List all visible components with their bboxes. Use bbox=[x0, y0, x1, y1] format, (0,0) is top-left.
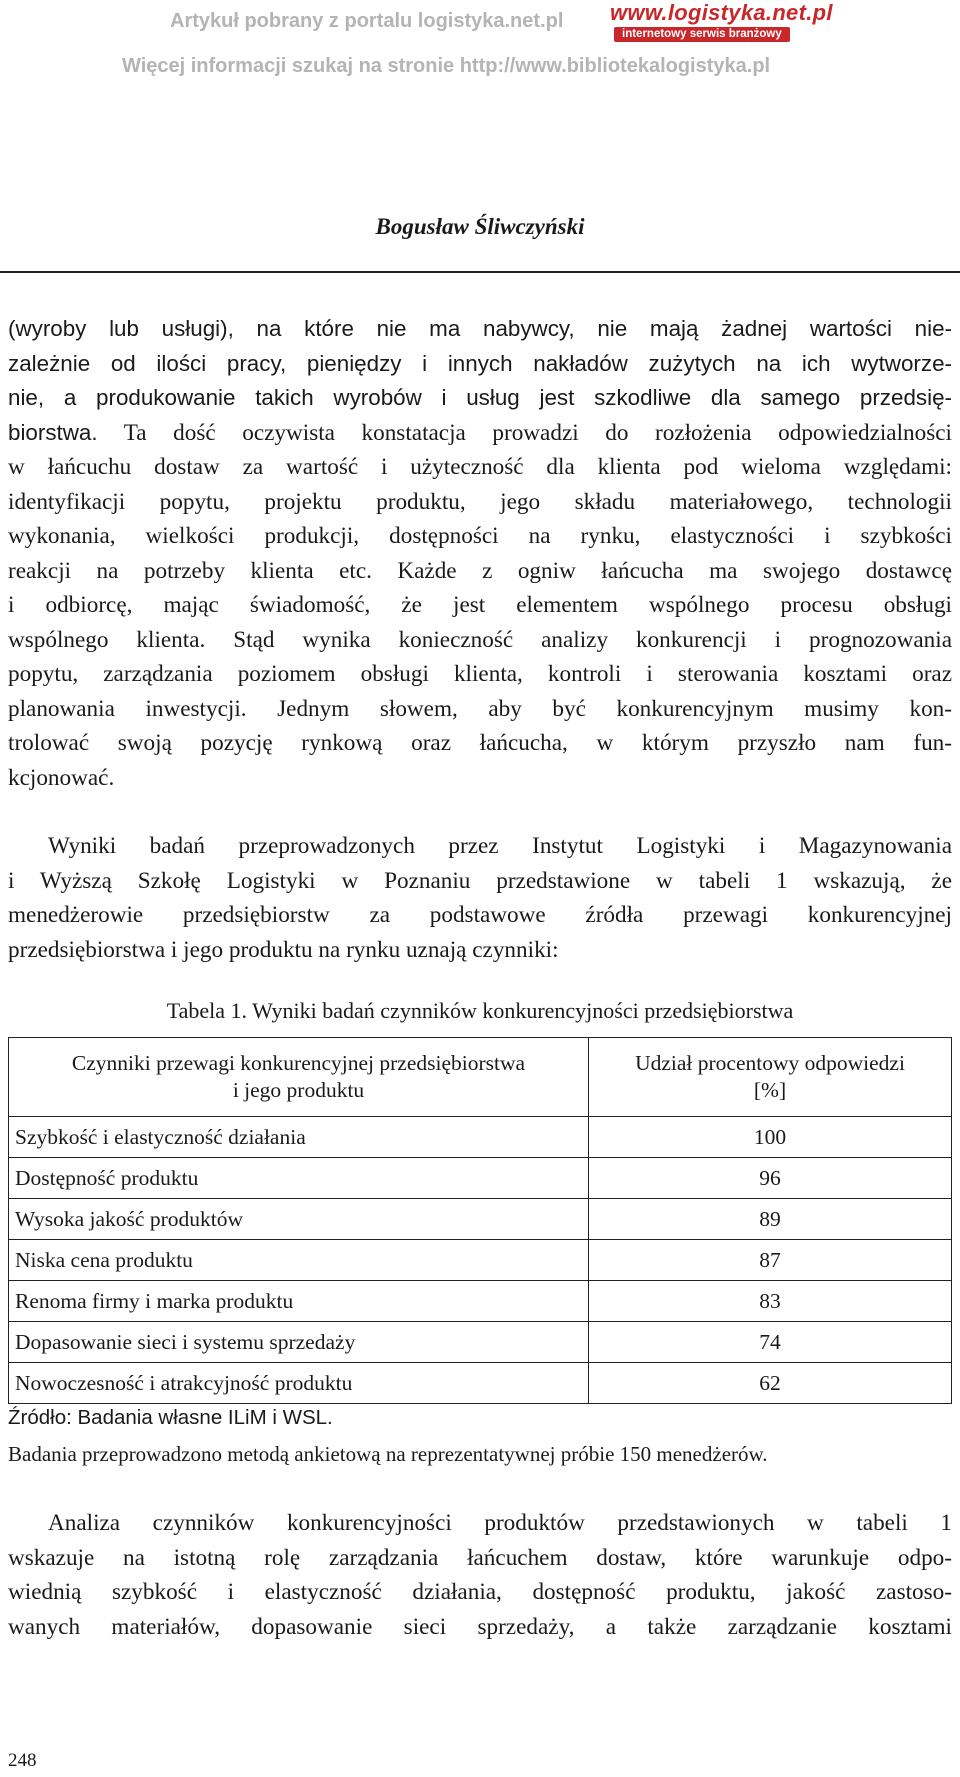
text-line: wskazuje na istotną rolę zarządzania łańcuchem dostaw, które warunkuje odpo- bbox=[8, 1544, 952, 1571]
header-cell-factor bbox=[9, 1038, 589, 1117]
text-fragment: biorstwa. bbox=[8, 419, 98, 445]
text-line: kcjonować. bbox=[8, 764, 115, 791]
logistyka-logo[interactable] bbox=[610, 0, 833, 46]
text-line: nie, a produkowanie takich wyrobów i usług jest szkodliwe dla samego przedsię- bbox=[8, 385, 952, 410]
value-cell: 87 bbox=[589, 1240, 952, 1281]
table-note: Badania przeprowadzono metodą ankietową na reprezentatywnej próbie 150 menedżerów. bbox=[8, 1442, 768, 1466]
table-row bbox=[9, 1240, 952, 1281]
header-library-line: Więcej informacji szukaj na stronie http://www.bibliotekalogistyka.pl bbox=[122, 55, 771, 77]
value-cell: 89 bbox=[589, 1199, 952, 1240]
value-cell: 62 bbox=[589, 1363, 952, 1404]
table-row bbox=[9, 1363, 952, 1404]
text-line: w łańcuchu dostaw za wartość i użyteczność dla klienta pod wieloma względami: bbox=[8, 454, 952, 480]
value-cell: 74 bbox=[589, 1322, 952, 1363]
running-head-author: Bogusław Śliwczyński bbox=[375, 214, 585, 239]
table-row bbox=[9, 1158, 952, 1199]
header-text: Czynniki przewagi konkurencyjnej przedsiębiorstwa bbox=[71, 1051, 526, 1075]
text-line: identyfikacji popytu, projektu produktu, jego składu materiałowego, technologii bbox=[8, 488, 952, 515]
text-line: wykonania, wielkości produkcji, dostępności na rynku, elastyczności i szybkości bbox=[8, 523, 952, 549]
factor-cell: Renoma firmy i marka produktu bbox=[9, 1281, 589, 1322]
text-fragment: Ta dość oczywista konstatacja prowadzi do rozłożenia odpowiedzialności bbox=[123, 419, 952, 446]
logo-text: www.logistyka.net.pl bbox=[610, 0, 833, 25]
text-line: przedsiębiorstwa i jego produktu na rynku uznają czynniki: bbox=[8, 936, 559, 963]
body-paragraph-2 bbox=[8, 829, 952, 967]
header-rule bbox=[0, 271, 960, 273]
factor-cell: Dopasowanie sieci i systemu sprzedaży bbox=[9, 1322, 589, 1363]
text-line: popytu, zarządzania poziomem obsługi klienta, kontroli i sterowania kosztami oraz bbox=[8, 661, 952, 687]
text-line: Analiza czynników konkurencyjności produktów przedstawionych w tabeli 1 bbox=[48, 1510, 952, 1536]
table-source: Źródło: Badania własne ILiM i WSL. bbox=[8, 1406, 333, 1429]
text-line: Wyniki badań przeprowadzonych przez Instytut Logistyki i Magazynowania bbox=[48, 833, 952, 859]
text-line: wanych materiałów, dopasowanie sieci sprzedaży, a także zarządzanie kosztami bbox=[8, 1613, 952, 1640]
text-line: wspólnego klienta. Stąd wynika konieczność analizy konkurencji i prognozowania bbox=[8, 626, 952, 653]
factor-cell: Szybkość i elastyczność działania bbox=[9, 1117, 589, 1158]
table-caption: Tabela 1. Wyniki badań czynników konkurencyjności przedsiębiorstwa bbox=[166, 998, 794, 1023]
text-line: trolować swoją pozycję rynkową oraz łańcucha, w którym przyszło nam fun- bbox=[8, 730, 952, 756]
body-paragraph-1 bbox=[8, 312, 952, 795]
header-text: Udział procentowy odpowiedzi bbox=[635, 1051, 905, 1075]
factor-cell: Wysoka jakość produktów bbox=[9, 1199, 589, 1240]
text-line: reakcji na potrzeby klienta etc. Każde z ogniw łańcucha ma swojego dostawcę bbox=[8, 557, 952, 584]
body-paragraph-3 bbox=[8, 1506, 952, 1644]
value-cell: 83 bbox=[589, 1281, 952, 1322]
factor-cell: Nowoczesność i atrakcyjność produktu bbox=[9, 1363, 589, 1404]
text-line: i odbiorcę, mając świadomość, że jest elementem wspólnego procesu obsługi bbox=[8, 592, 952, 618]
value-cell: 96 bbox=[589, 1158, 952, 1199]
text-line: planowania inwestycji. Jednym słowem, aby być konkurencyjnym musimy kon- bbox=[8, 695, 952, 722]
header-text: [%] bbox=[753, 1078, 787, 1102]
table-row bbox=[9, 1281, 952, 1322]
table-header-row bbox=[9, 1038, 952, 1117]
header-portal-line: Artykuł pobrany z portalu logistyka.net.pl bbox=[170, 10, 564, 32]
factor-cell: Niska cena produktu bbox=[9, 1240, 589, 1281]
text-line: zależnie od ilości pracy, pieniędzy i innych nakładów zużytych na ich wytworze- bbox=[8, 350, 952, 376]
text-line: wiednią szybkość i elastyczność działania, dostępność produktu, jakość zastoso- bbox=[8, 1579, 952, 1605]
text-line: (wyroby lub usługi), na które nie ma nabywcy, nie mają żadnej wartości nie- bbox=[8, 316, 952, 341]
table-row bbox=[9, 1322, 952, 1363]
page-number: 248 bbox=[8, 1750, 37, 1771]
logo-tagline: internetowy serwis branżowy bbox=[614, 27, 790, 42]
results-table bbox=[8, 1037, 952, 1404]
text-line-mixed bbox=[8, 416, 952, 451]
table-row bbox=[9, 1199, 952, 1240]
header-cell-percent bbox=[589, 1038, 952, 1117]
text-line: i Wyższą Szkołę Logistyki w Poznaniu przedstawione w tabeli 1 wskazują, że bbox=[8, 867, 952, 894]
table-row bbox=[9, 1117, 952, 1158]
text-line: menedżerowie przedsiębiorstw za podstawowe źródła przewagi konkurencyjnej bbox=[8, 902, 952, 928]
header-text: i jego produktu bbox=[232, 1078, 365, 1102]
factor-cell: Dostępność produktu bbox=[9, 1158, 589, 1199]
value-cell: 100 bbox=[589, 1117, 952, 1158]
